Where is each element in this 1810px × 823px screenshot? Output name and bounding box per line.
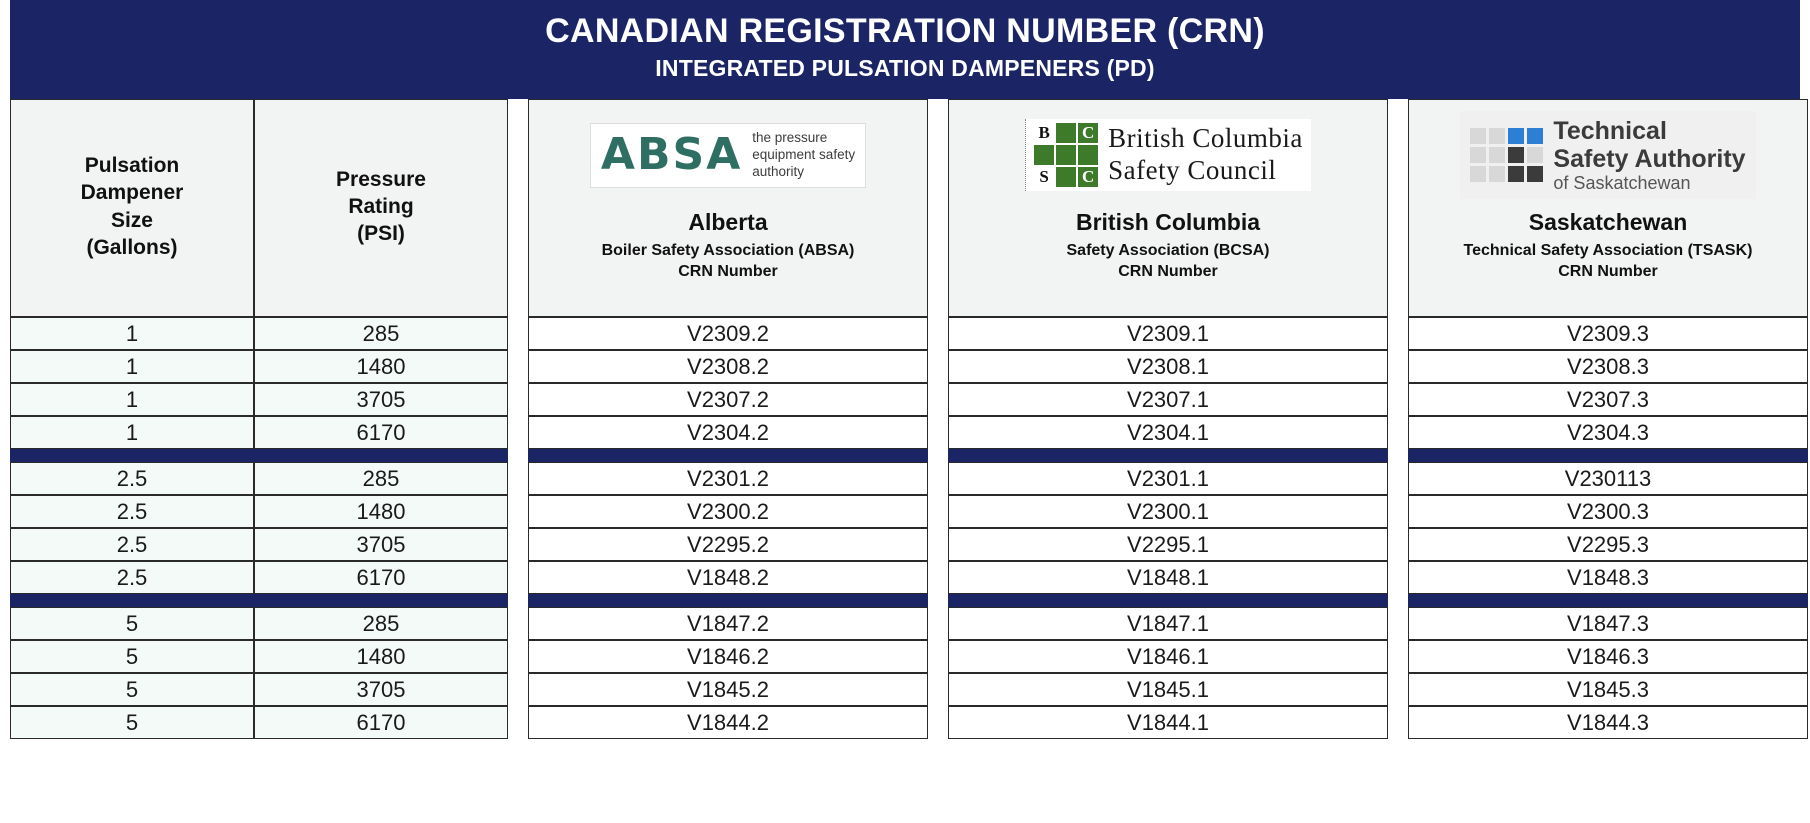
bcsc-letter-blocks: B C S C <box>1034 123 1098 187</box>
cell-size: 2.5 <box>10 495 254 528</box>
column-gap <box>928 383 948 416</box>
cell-bc-crn: V2301.1 <box>948 462 1388 495</box>
divider-segment <box>948 449 1388 462</box>
table-row <box>10 462 1800 495</box>
cell-alberta-crn: V2295.2 <box>528 528 928 561</box>
divider-segment <box>1408 594 1808 607</box>
bc-province-label: British Columbia <box>1075 208 1260 235</box>
column-header-pressure <box>254 99 508 317</box>
cell-bc-crn: V2300.1 <box>948 495 1388 528</box>
column-gap <box>508 640 528 673</box>
table-row <box>10 528 1800 561</box>
bc-assoc-line2: CRN Number <box>1118 263 1218 281</box>
cell-saskatchewan-crn: V2309.3 <box>1408 317 1808 350</box>
cell-alberta-crn: V2304.2 <box>528 416 928 449</box>
absa-logo <box>535 108 921 203</box>
saskatchewan-assoc-line2: CRN Number <box>1558 263 1658 281</box>
cell-pressure: 1480 <box>254 640 508 673</box>
table-header-row <box>10 99 1800 317</box>
column-gap <box>928 462 948 495</box>
table-row <box>10 383 1800 416</box>
column-header-size <box>10 99 254 317</box>
cell-size: 5 <box>10 640 254 673</box>
bc-assoc-line1: Safety Association (BCSA) <box>1066 241 1270 259</box>
cell-pressure: 285 <box>254 317 508 350</box>
divider-segment <box>528 594 928 607</box>
column-gap <box>508 317 528 350</box>
column-gap <box>928 449 948 462</box>
column-gap <box>928 99 948 317</box>
column-gap <box>928 594 948 607</box>
column-gap <box>1388 350 1408 383</box>
divider-segment <box>10 594 254 607</box>
column-gap <box>928 528 948 561</box>
cell-size: 5 <box>10 607 254 640</box>
cell-alberta-crn: V1844.2 <box>528 706 928 739</box>
cell-size: 2.5 <box>10 528 254 561</box>
table-row <box>10 350 1800 383</box>
cell-alberta-crn: V2308.2 <box>528 350 928 383</box>
table-row <box>10 673 1800 706</box>
cell-bc-crn: V1846.1 <box>948 640 1388 673</box>
cell-size: 5 <box>10 706 254 739</box>
column-gap <box>1388 561 1408 594</box>
column-gap <box>928 317 948 350</box>
cell-alberta-crn: V2307.2 <box>528 383 928 416</box>
cell-bc-crn: V2304.1 <box>948 416 1388 449</box>
cell-size: 1 <box>10 383 254 416</box>
cell-pressure: 3705 <box>254 673 508 706</box>
column-gap <box>1388 673 1408 706</box>
column-gap <box>928 561 948 594</box>
cell-saskatchewan-crn: V1847.3 <box>1408 607 1808 640</box>
cell-pressure: 6170 <box>254 416 508 449</box>
table-row <box>10 416 1800 449</box>
column-gap <box>508 350 528 383</box>
column-gap <box>508 462 528 495</box>
cell-saskatchewan-crn: V1845.3 <box>1408 673 1808 706</box>
saskatchewan-assoc-line1: Technical Safety Association (TSASK) <box>1463 241 1753 259</box>
table-row <box>10 317 1800 350</box>
column-gap <box>1388 495 1408 528</box>
bc-safety-council-logo <box>955 108 1381 203</box>
divider-segment <box>254 594 508 607</box>
group-divider <box>10 594 1800 607</box>
column-header-alberta <box>528 99 928 317</box>
column-gap <box>1388 594 1408 607</box>
cell-pressure: 3705 <box>254 383 508 416</box>
column-gap <box>508 706 528 739</box>
column-gap <box>1388 640 1408 673</box>
column-gap <box>928 416 948 449</box>
cell-alberta-crn: V1846.2 <box>528 640 928 673</box>
group-divider <box>10 449 1800 462</box>
bcsc-logo-line1: British Columbia <box>1108 123 1303 154</box>
absa-logo-line2: equipment safety <box>752 146 856 162</box>
cell-saskatchewan-crn: V2307.3 <box>1408 383 1808 416</box>
divider-segment <box>254 449 508 462</box>
column-gap <box>508 607 528 640</box>
column-gap <box>508 528 528 561</box>
cell-pressure: 285 <box>254 607 508 640</box>
column-gap <box>508 99 528 317</box>
cell-pressure: 6170 <box>254 706 508 739</box>
pressure-header-line3: (PSI) <box>357 222 405 246</box>
cell-saskatchewan-crn: V1846.3 <box>1408 640 1808 673</box>
cell-size: 2.5 <box>10 462 254 495</box>
cell-bc-crn: V2295.1 <box>948 528 1388 561</box>
cell-saskatchewan-crn: V2304.3 <box>1408 416 1808 449</box>
column-gap <box>508 495 528 528</box>
cell-bc-crn: V2308.1 <box>948 350 1388 383</box>
column-gap <box>928 607 948 640</box>
cell-bc-crn: V1848.1 <box>948 561 1388 594</box>
column-gap <box>1388 416 1408 449</box>
cell-alberta-crn: V1845.2 <box>528 673 928 706</box>
size-header-line1: Pulsation <box>84 154 180 178</box>
cell-alberta-crn: V1847.2 <box>528 607 928 640</box>
column-gap <box>508 449 528 462</box>
pressure-header-line2: Rating <box>348 195 414 219</box>
divider-segment <box>528 449 928 462</box>
column-gap <box>928 640 948 673</box>
cell-size: 5 <box>10 673 254 706</box>
column-gap <box>1388 449 1408 462</box>
table-row <box>10 495 1800 528</box>
table-row <box>10 706 1800 739</box>
cell-saskatchewan-crn: V2295.3 <box>1408 528 1808 561</box>
cell-pressure: 285 <box>254 462 508 495</box>
absa-logo-line3: authority <box>752 163 805 179</box>
column-gap <box>508 383 528 416</box>
cell-saskatchewan-crn: V2308.3 <box>1408 350 1808 383</box>
page-header-banner <box>10 0 1800 99</box>
column-gap <box>928 673 948 706</box>
alberta-assoc-line2: CRN Number <box>678 263 778 281</box>
column-header-british-columbia <box>948 99 1388 317</box>
cell-saskatchewan-crn: V1844.3 <box>1408 706 1808 739</box>
column-gap <box>928 706 948 739</box>
column-gap <box>1388 317 1408 350</box>
alberta-assoc-line1: Boiler Safety Association (ABSA) <box>601 241 855 259</box>
cell-alberta-crn: V2301.2 <box>528 462 928 495</box>
absa-logo-line1: the pressure <box>752 129 828 145</box>
cell-bc-crn: V2309.1 <box>948 317 1388 350</box>
tsask-logo-line3: of Saskatchewan <box>1553 173 1691 194</box>
cell-bc-crn: V1844.1 <box>948 706 1388 739</box>
column-gap <box>508 561 528 594</box>
size-header-line4: (Gallons) <box>86 235 178 259</box>
cell-size: 1 <box>10 350 254 383</box>
cell-saskatchewan-crn: V230113 <box>1408 462 1808 495</box>
column-gap <box>1388 528 1408 561</box>
column-gap <box>1388 706 1408 739</box>
column-gap <box>1388 607 1408 640</box>
cell-pressure: 3705 <box>254 528 508 561</box>
column-gap <box>928 495 948 528</box>
cell-pressure: 6170 <box>254 561 508 594</box>
saskatchewan-province-label: Saskatchewan <box>1528 208 1688 235</box>
divider-segment <box>10 449 254 462</box>
page-title: CANADIAN REGISTRATION NUMBER (CRN) <box>545 12 1265 50</box>
size-header-line2: Dampener <box>80 181 184 205</box>
absa-logo-mark: ABSA <box>600 129 743 181</box>
cell-saskatchewan-crn: V1848.3 <box>1408 561 1808 594</box>
table-row <box>10 640 1800 673</box>
cell-size: 1 <box>10 416 254 449</box>
cell-size: 1 <box>10 317 254 350</box>
column-gap <box>1388 99 1408 317</box>
tsask-logo-line1: Technical <box>1553 117 1667 146</box>
tsask-logo-line2: Safety Authority <box>1553 145 1746 174</box>
table-body <box>10 317 1800 739</box>
bcsc-logo-line2: Safety Council <box>1108 155 1277 186</box>
page-subtitle: INTEGRATED PULSATION DAMPENERS (PD) <box>655 55 1155 82</box>
cell-alberta-crn: V2309.2 <box>528 317 928 350</box>
column-gap <box>508 416 528 449</box>
cell-pressure: 1480 <box>254 495 508 528</box>
column-gap <box>508 594 528 607</box>
divider-segment <box>1408 449 1808 462</box>
cell-bc-crn: V1847.1 <box>948 607 1388 640</box>
column-gap <box>1388 462 1408 495</box>
cell-bc-crn: V2307.1 <box>948 383 1388 416</box>
column-header-saskatchewan <box>1408 99 1808 317</box>
cell-saskatchewan-crn: V2300.3 <box>1408 495 1808 528</box>
cell-alberta-crn: V1848.2 <box>528 561 928 594</box>
size-header-line3: Size <box>110 208 153 232</box>
pressure-header-line1: Pressure <box>336 167 426 191</box>
column-gap <box>508 673 528 706</box>
tsask-logo <box>1415 108 1801 203</box>
alberta-province-label: Alberta <box>688 208 768 235</box>
cell-alberta-crn: V2300.2 <box>528 495 928 528</box>
column-gap <box>1388 383 1408 416</box>
cell-size: 2.5 <box>10 561 254 594</box>
divider-segment <box>948 594 1388 607</box>
column-gap <box>928 350 948 383</box>
table-row <box>10 607 1800 640</box>
table-row <box>10 561 1800 594</box>
cell-bc-crn: V1845.1 <box>948 673 1388 706</box>
tsask-logo-blocks <box>1470 128 1543 182</box>
cell-pressure: 1480 <box>254 350 508 383</box>
